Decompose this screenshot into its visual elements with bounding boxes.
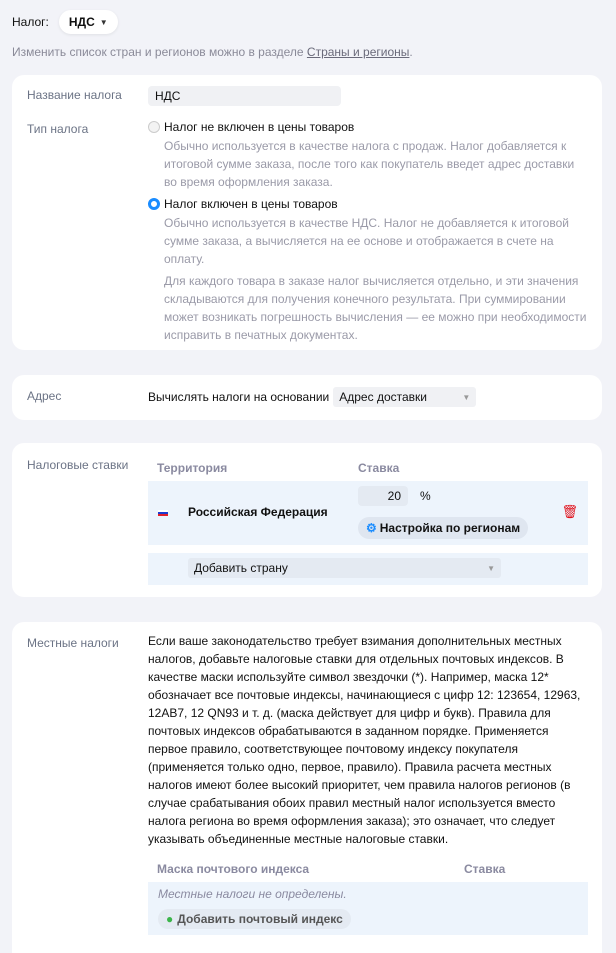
address-select-value: Адрес доставки [339, 390, 427, 404]
regions-settings-button[interactable] [358, 517, 528, 539]
tax-selector-bar [12, 10, 118, 34]
add-country-label: Добавить страну [194, 561, 288, 575]
chevron-down-icon: ▼ [99, 17, 108, 27]
local-taxes-label: Местные налоги [27, 636, 119, 650]
rates-label: Налоговые ставки [27, 458, 129, 472]
regions-button-label: Настройка по регионам [379, 521, 521, 535]
add-zip-label: Добавить почтовый индекс [177, 912, 343, 926]
hint-end: . [409, 45, 413, 59]
local-taxes-table-body [148, 882, 588, 935]
col-territory: Территория [157, 461, 228, 475]
gear-icon: ⚙ [366, 521, 377, 535]
add-zip-button[interactable] [158, 909, 351, 929]
option-description-extra: Для каждого товара в заказе налог вычисляется отдельно, и эти значения складываются для получения конечного результата. При суммировании может возникать погрешность вычисления — ее можно при необходимости исправить в печатных документах. [164, 274, 587, 342]
chevron-down-icon: ▼ [462, 392, 471, 402]
local-taxes-description: Если ваше законодательство требует взимания дополнительных местных налогов, добавьте налоговые ставки для отдельных почтовых индексов. В качестве маски используйте символ звездочки (*). Например, маска 12* обозначает все почтовые индексы, начинающиеся с цифр 12: 123654, 12963, 12AB7, 12 QN93 и т. д. (маска действует для цифр и букв). Правила для почтовых индексов обрабатываются в заданном порядке. Применяется первое правило, соответствующее почтовому индексу покупателя (применяется только одно, первое, правило). Правила расчета местных налогов имеют более высокий приоритет, чем правила налогов регионов (в случае срабатывания обоих правил местный налог используется вместо налога региона во время оформления заказа); это означает, что следует указывать объединенные местные налоговые ставки. [148, 634, 581, 846]
rate-row [148, 481, 588, 545]
add-country-row [148, 553, 588, 585]
zip-table-header [148, 862, 588, 882]
tax-dropdown[interactable] [59, 10, 118, 34]
tax-type-label: Тип налога [27, 122, 89, 136]
percent-unit: % [420, 489, 431, 503]
local-taxes-card [12, 622, 602, 953]
address-label: Адрес [27, 389, 62, 403]
address-text: Вычислять налоги на основании [148, 390, 330, 404]
col-zip-mask: Маска почтового индекса [157, 862, 310, 876]
rates-card [12, 443, 602, 597]
plus-circle-icon: ● [166, 912, 174, 926]
rate-input[interactable]: 20 [358, 486, 408, 506]
radio-label: Налог включен в цены товаров [164, 197, 338, 211]
tax-label: Налог: [12, 15, 49, 29]
tax-name-label: Название налога [27, 88, 122, 102]
address-select[interactable] [333, 387, 476, 407]
trash-icon[interactable]: 🗑 [561, 504, 578, 519]
option-description: Обычно используется в качестве налога с продаж. Налог добавляется к итоговой сумме заказа, после того как покупатель введет адрес доставки во время оформления заказа. [164, 139, 575, 189]
general-card [12, 75, 602, 350]
radio-label: Налог не включен в цены товаров [164, 120, 355, 134]
countries-regions-link[interactable]: Страны и регионы [306, 45, 410, 59]
radio-included[interactable] [148, 197, 588, 211]
col-zip-rate: Ставка [464, 862, 506, 876]
chevron-down-icon: ▼ [487, 563, 495, 573]
radio-not-included[interactable] [148, 120, 588, 134]
tax-name-input[interactable]: НДС [148, 86, 341, 106]
option-description: Обычно используется в качестве НДС. Налог не добавляется к итоговой сумме заказа, а вычисляется на ее основе и отображается в счете на оплату. [164, 216, 569, 266]
empty-message: Местные налоги не определены. [158, 887, 347, 901]
address-card [12, 375, 602, 420]
add-country-select[interactable] [188, 558, 501, 578]
russia-flag-icon [158, 510, 168, 516]
radio-button[interactable] [148, 121, 160, 133]
hint-text [12, 45, 413, 59]
radio-button-selected[interactable] [148, 198, 160, 210]
hint: Изменить список стран и регионов можно в разделе [12, 45, 307, 59]
country-name: Российская Федерация [188, 505, 328, 519]
col-rate: Ставка [358, 461, 400, 475]
tax-dropdown-value: НДС [68, 15, 95, 29]
